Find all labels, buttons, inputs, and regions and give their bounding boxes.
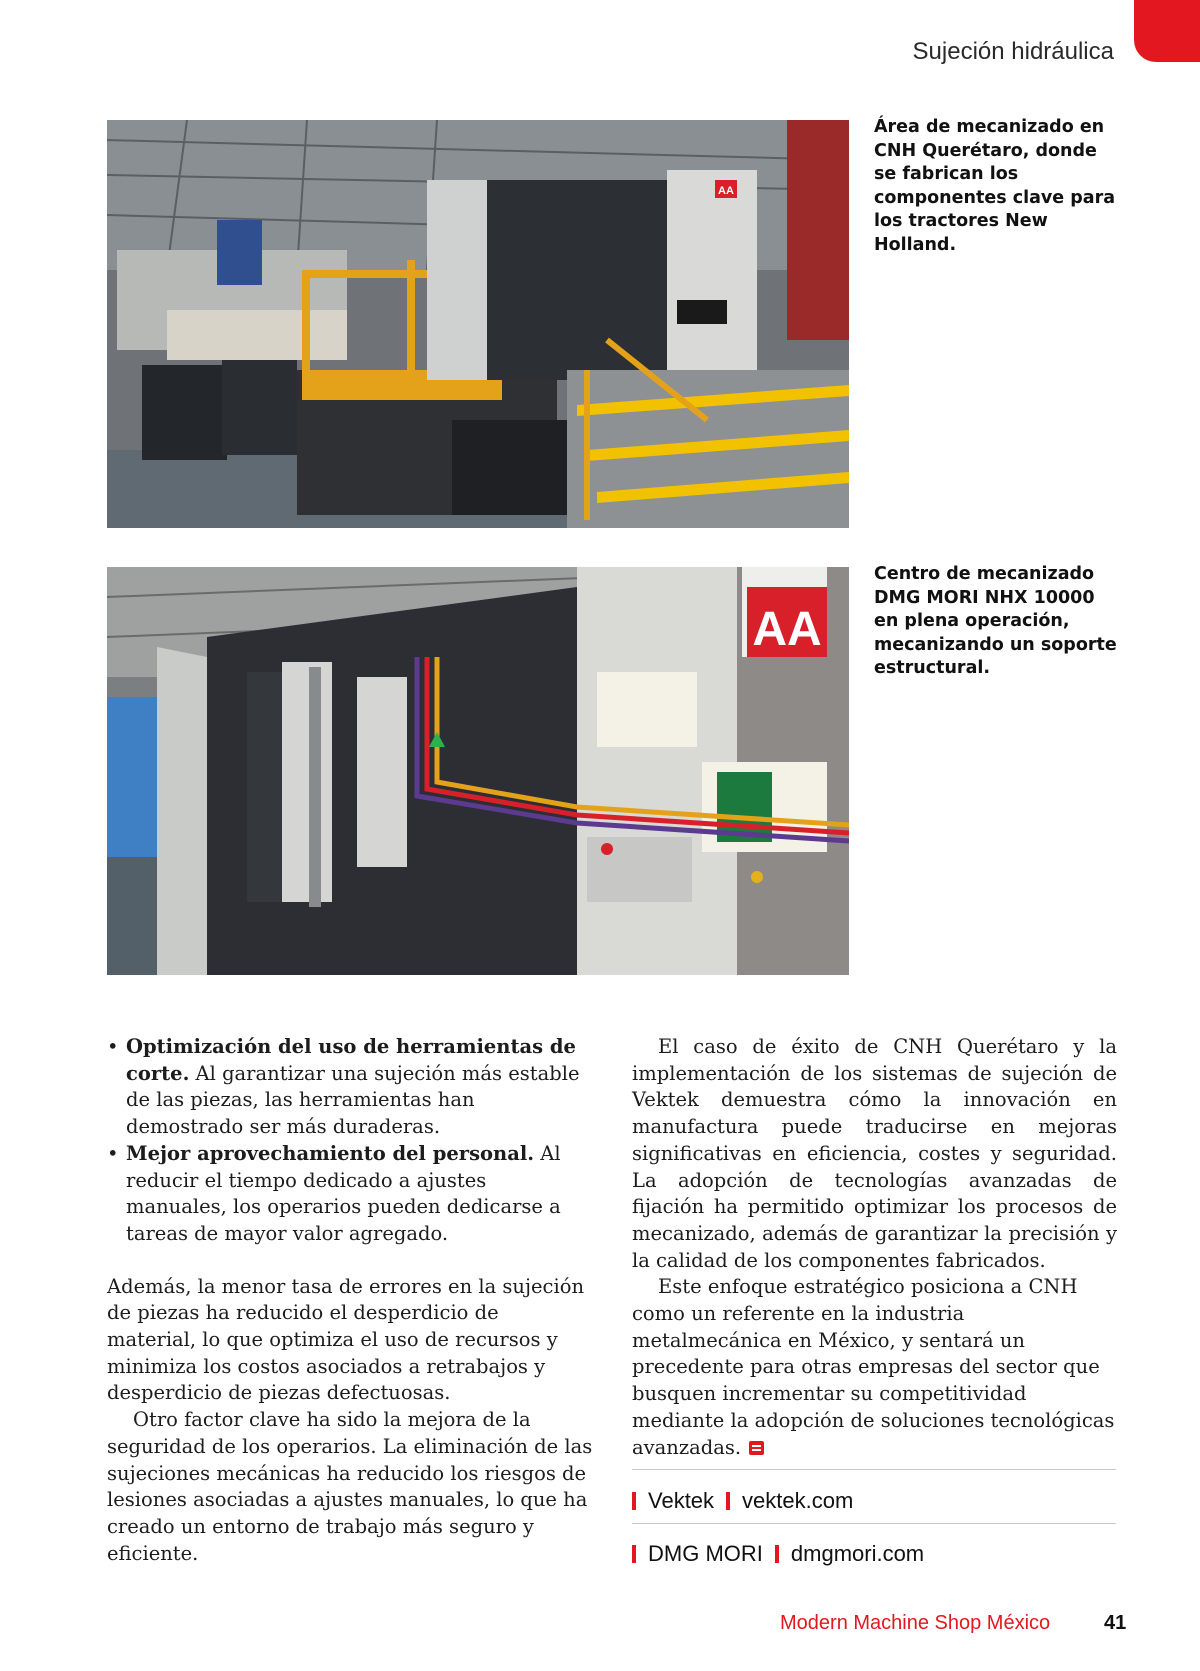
list-item	[107, 1034, 593, 1141]
body-paragraph: Otro factor clave ha sido la mejora de la seguridad de los operarios. La eliminación de las sujeciones mecánicas ha reducido los riesgos de lesiones asociadas a ajustes manuales, lo que ha creado un entorno de trabajo más seguro y eficiente.	[107, 1408, 593, 1565]
source-url[interactable]: dmgmori.com	[790, 1541, 925, 1566]
body-column-left	[107, 1034, 593, 1567]
list-item-text: Al reducir el tiempo dedicado a ajustes manuales, los operarios pueden dedicarse a tareas de mayor valor agregado.	[126, 1141, 561, 1245]
photo-machining-area	[107, 120, 849, 528]
body-paragraph: El caso de éxito de CNH Querétaro y la implementación de los sistemas de sujeción de Vektek demuestra cómo la innovación en manufactura puede traducirse en mejoras significativas en eficiencia, costes y seguridad. La adopción de tecnologías avanzadas de fijación ha permitido optimizar los procesos de mecanizado, además de garantizar la precisión y la calidad de los componentes fabricados.	[632, 1035, 1117, 1272]
list-item-heading: Optimización del uso de herramientas de corte.	[126, 1035, 576, 1085]
source-company: Vektek	[648, 1488, 715, 1513]
magazine-name: Modern Machine Shop México	[780, 1612, 1051, 1634]
article-end-icon	[749, 1441, 764, 1455]
bar-icon	[632, 1545, 636, 1563]
photo-dmg-mori-machine	[107, 567, 849, 975]
figure-caption-1: Área de mecanizado en CNH Querétaro, donde se fabrican los componentes clave para los tractores New Holland.	[874, 117, 1116, 255]
list-item-text: Al garantizar una sujeción más estable de las piezas, las herramientas han demostrado ser más duraderas.	[126, 1061, 580, 1139]
section-title: Sujeción hidráulica	[912, 38, 1114, 65]
body-paragraph-text: Este enfoque estratégico posiciona a CNH como un referente en la industria metalmecánica en México, y sentará un precedente para otras empresas del sector que busquen incrementar su competitividad mediante la adopción de soluciones tecnológicas avanzadas.	[632, 1275, 1115, 1459]
corner-tab	[1134, 0, 1200, 62]
bullet-dot: •	[107, 1035, 119, 1058]
body-paragraph-final	[632, 1274, 1117, 1461]
benefits-list	[107, 1034, 593, 1248]
body-paragraph: Además, la menor tasa de errores en la sujeción de piezas ha reducido el desperdicio de material, lo que optimiza el uso de recursos y minimiza los costos asociados a retrabajos y desperdicio de piezas defectuosas.	[107, 1274, 585, 1405]
bar-icon	[726, 1492, 730, 1510]
photo2-sign-text: AA	[752, 603, 822, 656]
list-item	[107, 1141, 593, 1248]
page-number: 41	[1104, 1612, 1127, 1634]
bar-icon	[632, 1492, 636, 1510]
figure-caption-2: Centro de mecanizado DMG MORI NHX 10000 en plena operación, mecanizando un soporte estructural.	[874, 564, 1117, 678]
list-item-heading: Mejor aprovechamiento del personal.	[126, 1141, 535, 1165]
divider	[632, 1523, 1116, 1524]
bullet-dot: •	[107, 1141, 119, 1165]
source-vektek	[632, 1488, 853, 1514]
source-company: DMG MORI	[648, 1541, 763, 1566]
body-column-right	[632, 1034, 1117, 1461]
divider	[632, 1469, 1116, 1470]
bar-icon	[775, 1545, 779, 1563]
photo1-sign-text: AA	[718, 185, 734, 197]
source-url[interactable]: vektek.com	[742, 1488, 854, 1513]
source-dmg-mori	[632, 1541, 924, 1567]
